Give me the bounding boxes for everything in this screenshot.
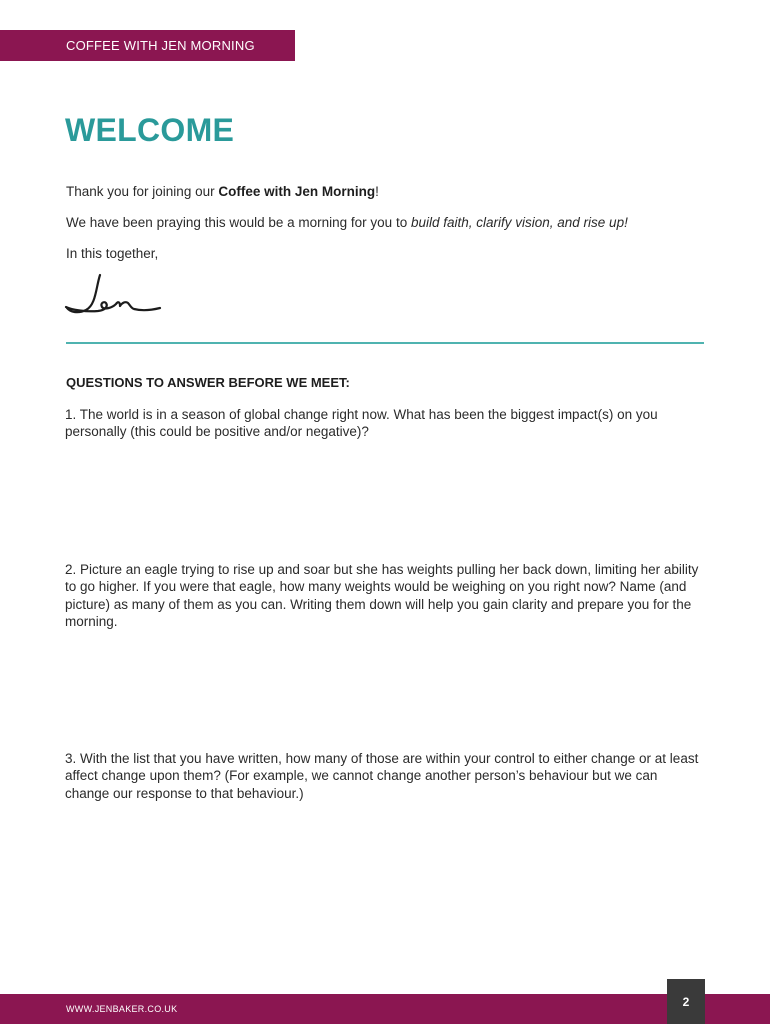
event-name: Coffee with Jen Morning <box>218 184 376 199</box>
question-2: 2. Picture an eagle trying to rise up and soar but she has weights pulling her back down, limiting her ability to go higher. If you were that eagle, how many weights would be weighing on you right now? Name (and picture) as many of them as you can. Writing them down will help you gain clarity and prepare you for the morning. <box>65 562 699 629</box>
thank-you-punctuation: ! <box>375 184 379 199</box>
signature <box>64 272 164 320</box>
footer-url: WWW.JENBAKER.CO.UK <box>66 1004 178 1014</box>
page-title: WELCOME <box>65 112 235 148</box>
page-number-box <box>667 979 705 1024</box>
question-1: 1. The world is in a season of global change right now. What has been the biggest impact(s) on you personally (this could be positive and/or negative)? <box>65 407 658 440</box>
thank-you-text: Thank you for joining our <box>66 184 219 199</box>
header-banner <box>0 30 295 61</box>
section-divider <box>66 342 704 344</box>
header-banner-title: COFFEE WITH JEN MORNING <box>66 38 255 53</box>
page-number: 2 <box>682 994 690 1009</box>
thank-you-line <box>66 184 379 199</box>
prayer-emphasis: build faith, clarify vision, and rise up! <box>410 215 628 230</box>
prayer-line <box>66 215 628 230</box>
question-3: 3. With the list that you have written, how many of those are within your control to either change or at least affect change upon them? (For example, we cannot change another person’s behaviour but we can change our response to that behaviour.) <box>65 751 699 801</box>
prayer-text: We have been praying this would be a morning for you to <box>66 215 411 230</box>
closing-line: In this together, <box>66 246 159 261</box>
questions-heading: QUESTIONS TO ANSWER BEFORE WE MEET: <box>66 375 350 390</box>
